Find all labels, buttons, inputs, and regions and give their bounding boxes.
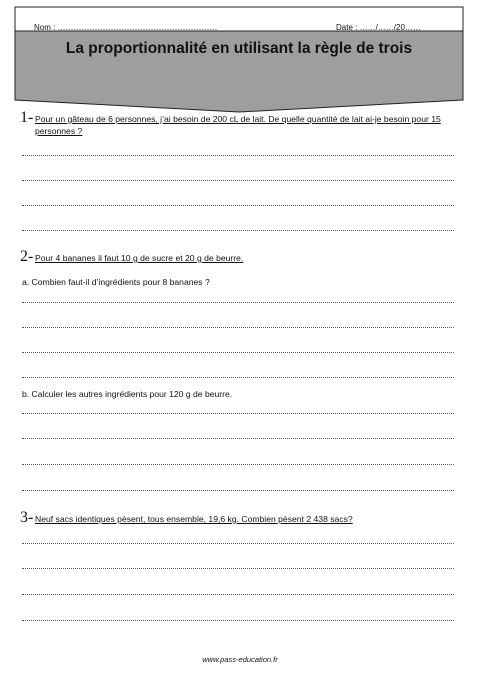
answer-line <box>22 438 454 439</box>
page-title: La proportionnalité en utilisant la règle de trois <box>65 40 413 57</box>
question-2-number: 2- <box>20 248 34 265</box>
date-field: Date : ……/……/20…… <box>336 23 421 32</box>
question-3-number: 3- <box>20 509 34 526</box>
answer-line <box>22 302 454 303</box>
answer-line <box>22 205 454 206</box>
question-2-text: Pour 4 bananes il faut 10 g de sucre et 20 g de beurre. <box>35 253 244 263</box>
answer-line <box>22 230 454 231</box>
answer-line <box>22 464 454 465</box>
answer-line <box>22 155 454 156</box>
answer-line <box>22 620 454 621</box>
answer-line <box>22 594 454 595</box>
question-1-text: Pour un gâteau de 6 personnes, j’ai besoin de 200 cL de lait. De quelle quantité de lait ai-je besoin pour 15 personnes ? <box>35 114 441 136</box>
question-1-number: 1- <box>20 109 34 126</box>
answer-line <box>22 377 454 378</box>
answer-line <box>22 352 454 353</box>
answer-line <box>22 413 454 414</box>
question-2b-text: b. Calculer les autres ingrédients pour 120 g de beurre. <box>22 389 233 399</box>
question-3-text: Neuf sacs identiques pèsent, tous ensemble, 19,6 kg. Combien pèsent 2 438 sacs? <box>35 514 353 524</box>
answer-line <box>22 180 454 181</box>
header-banner <box>14 6 464 114</box>
name-field: Nom : …………………………………………………… <box>34 23 218 32</box>
footer-url: www.pass-education.fr <box>202 655 278 664</box>
answer-line <box>22 568 454 569</box>
answer-line <box>22 490 454 491</box>
question-2a-text: a. Combien faut-il d’ingrédients pour 8 bananes ? <box>22 277 210 287</box>
answer-line <box>22 327 454 328</box>
answer-line <box>22 543 454 544</box>
